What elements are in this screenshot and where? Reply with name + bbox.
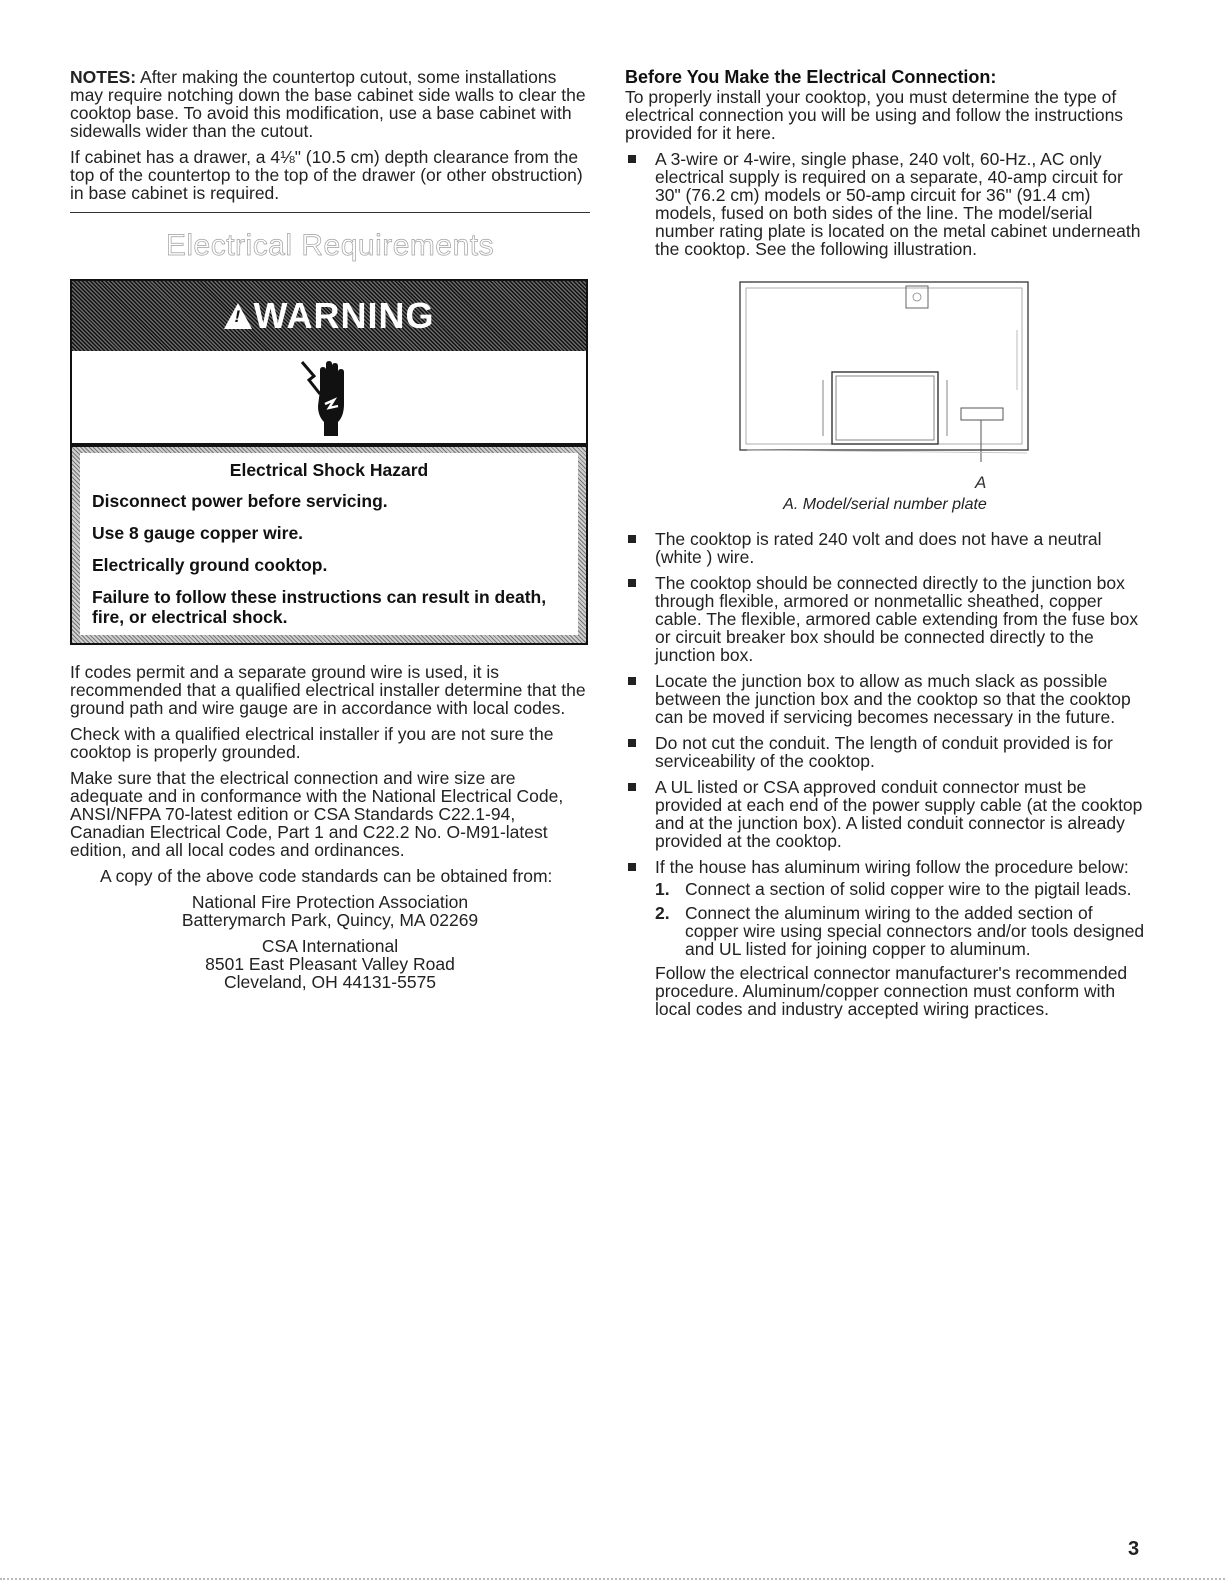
follow-procedure-paragraph: Follow the electrical connector manufacturer's recommended procedure. Aluminum/copper connection must conform with local codes and industry accepted wiring practices. (655, 963, 1128, 1019)
step-item (655, 904, 1145, 958)
connection-notes-list (625, 530, 1145, 876)
grounding-check-paragraph: Check with a qualified electrical installer if you are not sure the cooktop is properly grounded. (70, 724, 554, 762)
section-divider (70, 212, 590, 213)
warning-triangle-icon (224, 303, 252, 329)
address-line: Cleveland, OH 44131-5575 (223, 972, 437, 992)
list-item: If the house has aluminum wiring follow the procedure below: (625, 858, 1145, 876)
drawer-clearance-paragraph: If cabinet has a drawer, a 4⅛" (10.5 cm) depth clearance from the top of the countertop to the top of the drawer (or other obstruction) in base cabinet is required. (70, 147, 583, 203)
warning-header (72, 281, 586, 351)
step-text: Connect the aluminum wiring to the added section of copper wire using special connectors and/or tools designed and UL listed for joining copper to aluminum. (685, 903, 1145, 959)
warning-line: Use 8 gauge copper wire. (92, 523, 304, 543)
cooktop-underside-illustration (625, 270, 1145, 492)
list-item: Do not cut the conduit. The length of conduit provided is for serviceability of the cooktop. (625, 734, 1145, 770)
step-number: 2. (655, 903, 670, 923)
step-number: 1. (655, 879, 670, 899)
left-column (70, 68, 590, 991)
warning-line: Failure to follow these instructions can result in death, fire, or electrical shock. (92, 587, 547, 627)
list-item: A 3-wire or 4-wire, single phase, 240 volt, 60-Hz., AC only electrical supply is required on a separate, 40-amp circuit for 30" (76.2 cm) models or 50-amp circuit for 36" (91.4 cm) models, fused on both sides of the line. The model/serial number rating plate is located on the metal cabinet underneath the cooktop. See the following illustration. (625, 150, 1145, 258)
electric-shock-hand-icon (298, 356, 360, 438)
right-column (625, 68, 1145, 1026)
warning-body (80, 453, 578, 635)
notes-paragraph (70, 68, 590, 140)
section-title: Electrical Requirements (165, 229, 495, 262)
list-item: The cooktop should be connected directly to the junction box through flexible, armored or nonmetallic sheathed, copper cable. The flexible, armored cable extending from the fuse box or circuit breaker box should be connected directly to the junction box. (625, 574, 1145, 664)
page-number: 3 (1128, 1538, 1140, 1560)
list-item: The cooktop is rated 240 volt and does not have a neutral (white ) wire. (625, 530, 1145, 566)
code-conformance-paragraph: Make sure that the electrical connection and wire size are adequate and in conformance with the National Electrical Code, ANSI/NFPA 70-latest edition or CSA Standards C22.1-94, Canadian Electrical Code, Part 1 and C22.2 No. O-M91-latest edition, and all local codes and ordinances. (70, 768, 564, 860)
diagram-label-a: A (975, 473, 987, 492)
address-line: CSA International (261, 936, 399, 956)
intro-paragraph: To properly install your cooktop, you must determine the type of electrical connection you will be using and follow the instructions provided for it here. (625, 87, 1124, 143)
list-item: Locate the junction box to allow as much slack as possible between the junction box and the cooktop so that the cooktop can be moved if servicing becomes necessary in the future. (625, 672, 1145, 726)
standards-source-paragraph: A copy of the above code standards can be obtained from: (100, 866, 553, 886)
warning-header-text: WARNING (253, 295, 435, 336)
requirements-list (625, 150, 1145, 258)
aluminum-wiring-steps (625, 880, 1145, 958)
list-item: A UL listed or CSA approved conduit connector must be provided at each end of the power supply cable (at the cooktop and at the junction box). A listed conduit connector is already provided at the cooktop. (625, 778, 1145, 850)
shock-hazard-area (72, 351, 586, 447)
hazard-title: Electrical Shock Hazard (229, 460, 429, 480)
warning-line: Electrically ground cooktop. (92, 555, 328, 575)
notes-label: NOTES: (70, 67, 137, 87)
warning-line: Disconnect power before servicing. (92, 491, 388, 511)
electrical-connection-heading: Before You Make the Electrical Connection: (625, 67, 997, 87)
bottom-edge-rule (0, 1578, 1225, 1580)
address-line: Batterymarch Park, Quincy, MA 02269 (181, 910, 479, 930)
diagram-caption: A. Model/serial number plate (783, 496, 987, 513)
step-text: Connect a section of solid copper wire to the pigtail leads. (685, 879, 1132, 899)
notes-text: After making the countertop cutout, some installations may require notching down the base cabinet side walls to clear the cooktop base. To avoid this modification, use a base cabinet with sidewalls wider than the cutout. (70, 67, 586, 141)
ground-wire-paragraph: If codes permit and a separate ground wire is used, it is recommended that a qualified electrical installer determine that the ground path and wire gauge are in accordance with local codes. (70, 662, 586, 718)
rating-plate-diagram (625, 270, 1145, 492)
step-item (655, 880, 1145, 898)
warning-box (70, 279, 588, 645)
address-line: National Fire Protection Association (191, 892, 469, 912)
address-line: 8501 East Pleasant Valley Road (205, 954, 455, 974)
